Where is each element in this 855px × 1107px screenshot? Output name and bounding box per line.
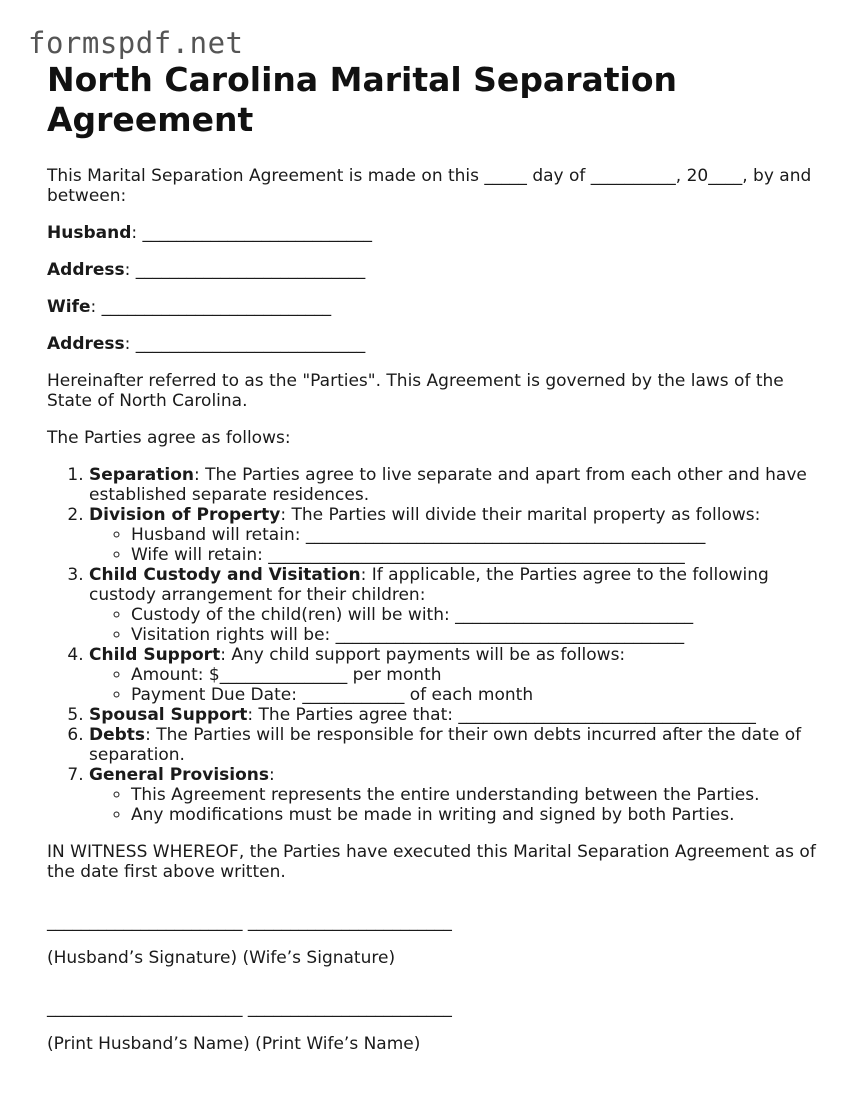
term-debts — [89, 725, 817, 765]
sub-list — [89, 525, 817, 565]
sub-list — [89, 605, 817, 645]
term-child-support — [89, 645, 817, 705]
term-text: : The Parties agree that: ___________________________________ — [247, 705, 756, 725]
sub-item-husband-retain: ◦ Husband will retain: _______________________________________________ — [131, 525, 817, 545]
term-text: : The Parties agree to live separate and apart from each other and have established separate residences. — [89, 465, 807, 505]
hereinafter-paragraph: Hereinafter referred to as the "Parties". This Agreement is governed by the laws of the State of North Carolina. — [47, 371, 784, 411]
term-separation — [89, 465, 817, 505]
wife-label: Wife — [47, 297, 91, 317]
term-title: General Provisions — [89, 765, 269, 785]
term-title: Division of Property — [89, 505, 281, 525]
sub-item-entire-understanding: ◦ This Agreement represents the entire understanding between the Parties. — [131, 785, 817, 805]
term-division-of-property — [89, 505, 817, 565]
agree-intro: The Parties agree as follows: — [47, 428, 291, 448]
watermark: formspdf.net — [28, 26, 244, 60]
term-title: Child Support — [89, 645, 221, 665]
wife-field — [47, 297, 817, 317]
husband-address-blank: : ___________________________ — [124, 260, 366, 280]
agreement-terms-list — [47, 465, 817, 825]
sub-list — [89, 785, 817, 825]
term-general-provisions — [89, 765, 817, 825]
print-name-label: (Print Husband’s Name) (Print Wife’s Name) — [47, 1034, 421, 1054]
husband-blank: : ___________________________ — [131, 223, 373, 243]
term-child-custody — [89, 565, 817, 645]
intro-paragraph: This Marital Separation Agreement is made on this _____ day of __________, 20____, by and between: — [47, 166, 812, 206]
husband-label: Husband — [47, 223, 132, 243]
document-page — [47, 60, 817, 1074]
sub-item-modifications: ◦ Any modifications must be made in writing and signed by both Parties. — [131, 805, 817, 825]
husband-address-field — [47, 260, 817, 280]
wife-address-label: Address — [47, 334, 125, 354]
signature-line: _______________________ ________________________ — [47, 912, 452, 932]
term-spousal-support — [89, 705, 817, 725]
wife-address-field — [47, 334, 817, 354]
term-title: Debts — [89, 725, 146, 745]
term-text: : The Parties will divide their marital property as follows: — [280, 505, 761, 525]
term-text: : Any child support payments will be as follows: — [220, 645, 626, 665]
wife-address-blank: : ___________________________ — [124, 334, 366, 354]
husband-field — [47, 223, 817, 243]
term-text: : If applicable, the Parties agree to the following custody arrangement for their children: — [89, 565, 769, 605]
term-text: : The Parties will be responsible for their own debts incurred after the date of separation. — [89, 725, 802, 765]
wife-blank: : ___________________________ — [90, 297, 332, 317]
term-title: Child Custody and Visitation — [89, 565, 361, 585]
document-title: North Carolina Marital Separation Agreement — [47, 60, 677, 139]
term-title: Separation — [89, 465, 195, 485]
sub-item-due-date: ◦ Payment Due Date: ____________ of each month — [131, 685, 817, 705]
sub-item-wife-retain: ◦ Wife will retain: _________________________________________________ — [131, 545, 817, 565]
sub-item-amount: ◦ Amount: $_______________ per month — [131, 665, 817, 685]
sub-item-custody: ◦ Custody of the child(ren) will be with: ____________________________ — [131, 605, 817, 625]
term-text: : — [269, 765, 275, 785]
sub-list — [89, 665, 817, 705]
husband-address-label: Address — [47, 260, 125, 280]
witness-paragraph: IN WITNESS WHEREOF, the Parties have executed this Marital Separation Agreement as of the date first above written. — [47, 842, 816, 882]
term-title: Spousal Support — [89, 705, 248, 725]
sub-item-visitation: ◦ Visitation rights will be: _________________________________________ — [131, 625, 817, 645]
signature-label: (Husband’s Signature) (Wife’s Signature) — [47, 948, 396, 968]
print-name-line: _______________________ ________________________ — [47, 998, 452, 1018]
